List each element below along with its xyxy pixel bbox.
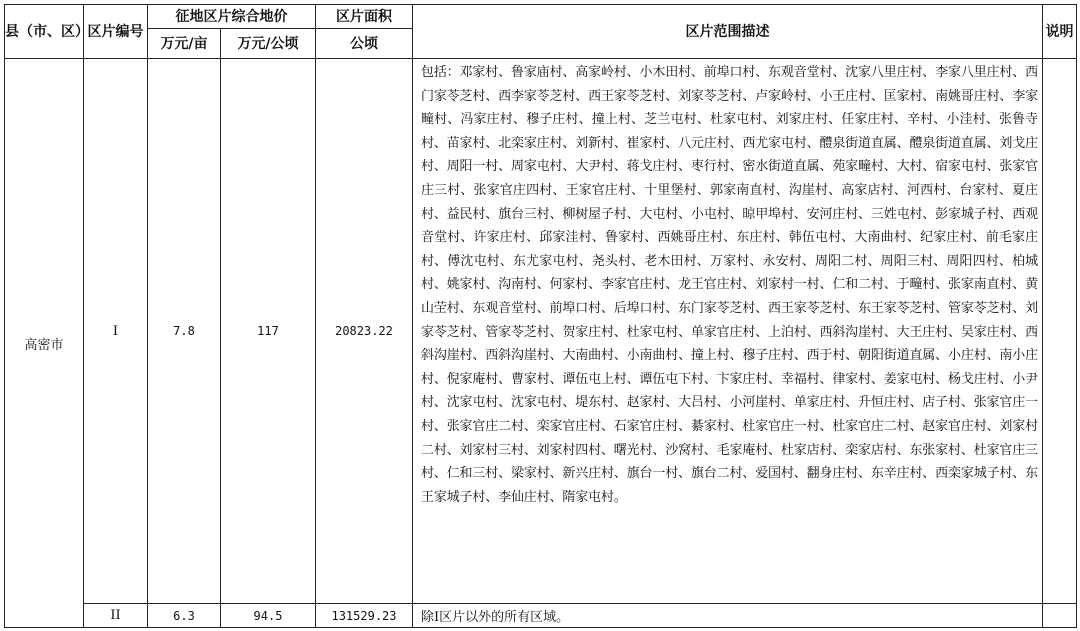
zone-cell: I bbox=[84, 59, 148, 604]
header-zone: 区片编号 bbox=[84, 5, 148, 59]
header-area-unit: 公顷 bbox=[316, 29, 413, 59]
range-description-cell: 包括：邓家村、鲁家庙村、高家岭村、小木田村、前埠口村、东观音堂村、沈家八里庄村、李家八里庄村、西门家苓芝村、西李家苓芝村、西王家苓芝村、刘家苓芝村、卢家岭村、小王庄村、匡家村、南姚哥庄村、李家疃村、冯家庄村、穆子庄村、撞上村、芝兰屯村、杜家屯村、刘家庄村、任家庄村、辛村、小洼村、张鲁寺村、苗家村、北栾家庄村、刘新村、崔家村、八元庄村、西尤家屯村、醴泉街道直属、醴泉街道直属、刘戈庄村、周阳一村、周家屯村、大尹村、蒋戈庄村、枣行村、密水街道直属、苑家疃村、大村、宿家屯村、张家官庄三村、张家官庄四村、王家官庄村、十里堡村、郭家南直村、沟崖村、高家店村、河西村、台家村、夏庄村、益民村、旗台三村、柳树屋子村、大屯村、小屯村、晾甲埠村、安河庄村、三姓屯村、彭家城子村、西观音堂村、许家庄村、邱家洼村、鲁家村、西姚哥庄村、东庄村、韩伍屯村、大南曲村、纪家庄村、前毛家庄村、傅沈屯村、东尤家屯村、尧头村、老木田村、万家村、永安村、周阳二村、周阳三村、周阳四村、柏城村、姚家村、沟南村、何家村、李家官庄村、龙王官庄村、刘家村一村、仁和二村、于疃村、张家南直村、黄山茔村、东观音堂村、前埠口村、后埠口村、东门家苓芝村、西王家苓芝村、东王家苓芝村、管家苓芝村、刘家苓芝村、管家苓芝村、贺家庄村、杜家屯村、单家官庄村、上泊村、西斜沟崖村、大王庄村、吴家庄村、西斜沟崖村、西斜沟崖村、大南曲村、小南曲村、撞上村、穆子庄村、西于村、朝阳街道直属、小庄村、南小庄村、倪家庵村、曹家村、谭伍屯上村、谭伍屯下村、卞家庄村、幸福村、律家村、姜家屯村、杨戈庄村、小尹村、沈家屯村、沈家屯村、堤东村、赵家村、大吕村、小河崖村、单家庄村、升恒庄村、店子村、张家官庄一村、张家官庄二村、栾家官庄村、石家官庄村、綦家村、杜家官庄一村、杜家官庄二村、赵家官庄村、刘家村二村、刘家村三村、刘家村四村、曙光村、沙窝村、毛家庵村、杜家店村、栾家店村、东张家村、杜家官庄三村、仁和三村、梁家村、新兴庄村、旗台一村、旗台二村、爱国村、翻身庄村、东辛庄村、西栾家城子村、东王家城子村、李仙庄村、隋家屯村。 bbox=[413, 59, 1043, 604]
area-cell: 131529.23 bbox=[316, 604, 413, 628]
county-cell: 高密市 bbox=[5, 59, 84, 628]
header-price-group: 征地区片综合地价 bbox=[148, 5, 316, 29]
note-cell bbox=[1043, 604, 1077, 628]
header-county: 县（市、区） bbox=[5, 5, 84, 59]
header-note: 说明 bbox=[1043, 5, 1077, 59]
header-range: 区片范围描述 bbox=[413, 5, 1043, 59]
table-row bbox=[5, 604, 1077, 628]
price-mu-cell: 7.8 bbox=[148, 59, 221, 604]
zone-cell: II bbox=[84, 604, 148, 628]
price-ha-cell: 117 bbox=[221, 59, 316, 604]
header-price-mu: 万元/亩 bbox=[148, 29, 221, 59]
land-price-table bbox=[4, 4, 1077, 628]
price-mu-cell: 6.3 bbox=[148, 604, 221, 628]
price-ha-cell: 94.5 bbox=[221, 604, 316, 628]
table-row bbox=[5, 59, 1077, 604]
area-cell: 20823.22 bbox=[316, 59, 413, 604]
header-area-group: 区片面积 bbox=[316, 5, 413, 29]
header-price-ha: 万元/公顷 bbox=[221, 29, 316, 59]
range-description-cell: 除Ⅰ区片以外的所有区域。 bbox=[413, 604, 1043, 628]
note-cell bbox=[1043, 59, 1077, 604]
